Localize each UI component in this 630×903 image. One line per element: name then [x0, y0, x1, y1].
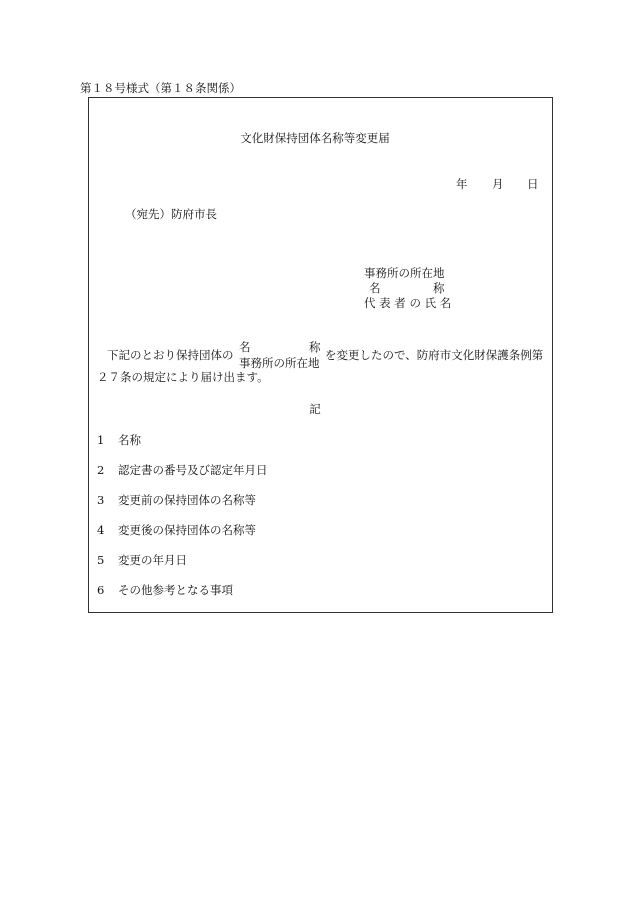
- name-label-part2: 称: [433, 281, 445, 295]
- document-title: 文化財保持団体名称等変更届: [240, 131, 390, 145]
- date-day-label: 日: [527, 177, 539, 191]
- item-label: 認定書の番号及び認定年月日: [118, 463, 268, 477]
- item-number: 1: [97, 433, 105, 447]
- stack-name-part1: 名: [239, 340, 251, 354]
- list-item: [97, 582, 233, 598]
- item-label: 変更の年月日: [118, 553, 187, 567]
- date-year-label: 年: [456, 177, 468, 191]
- list-item: [97, 522, 256, 538]
- item-number: 5: [97, 553, 105, 567]
- office-address-label: 事務所の所在地: [364, 266, 445, 280]
- list-item: [97, 552, 187, 568]
- body-trail-text: を変更したので、防府市文化財保護条例第: [325, 348, 544, 362]
- date-month-label: 月: [492, 177, 504, 191]
- item-label: 変更前の保持団体の名称等: [118, 493, 256, 507]
- item-number: 6: [97, 583, 105, 597]
- form-number-label: 第１８号様式（第１８条関係）: [80, 81, 241, 95]
- representative-label: 代 表 者 の 氏 名: [364, 296, 452, 310]
- addressee: （宛先）防府市長: [125, 207, 217, 221]
- item-number: 2: [97, 463, 105, 477]
- stack-office-address: 事務所の所在地: [239, 356, 320, 370]
- item-number: 4: [97, 523, 105, 537]
- body-lead-text: 下記のとおり保持団体の: [107, 348, 234, 362]
- list-item: [97, 492, 256, 508]
- body-second-line: ２７条の規定により届け出ます。: [97, 370, 269, 384]
- item-label: その他参考となる事項: [118, 583, 233, 597]
- stack-name-part2: 称: [309, 340, 321, 354]
- name-label-part1: 名: [369, 281, 381, 295]
- ki-heading: 記: [309, 402, 321, 416]
- list-item: [97, 432, 141, 448]
- list-item: [97, 462, 268, 478]
- item-label: 名称: [118, 433, 141, 447]
- item-number: 3: [97, 493, 105, 507]
- item-label: 変更後の保持団体の名称等: [118, 523, 256, 537]
